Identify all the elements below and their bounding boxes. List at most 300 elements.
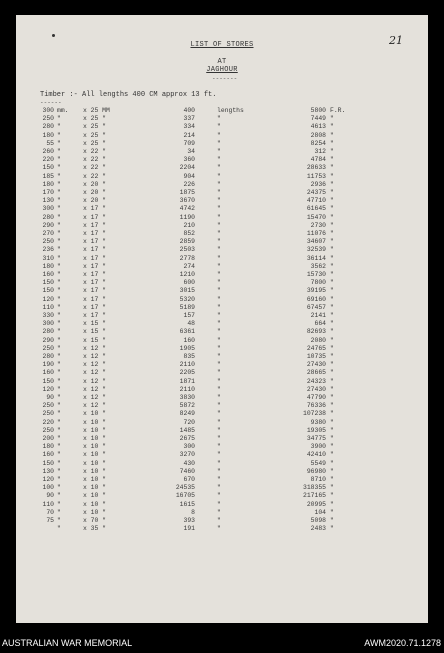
cell-footage: 61645 xyxy=(306,205,326,213)
cell-lengths-count: 3015 xyxy=(179,287,195,295)
cell-thickness: x 10 " xyxy=(83,451,107,459)
cell-lengths-count: 360 xyxy=(183,156,195,164)
cell-width: 290 xyxy=(42,336,54,344)
cell-width: 180 xyxy=(42,131,54,139)
cell-unit: " xyxy=(57,500,61,508)
cell-footage: 11076 xyxy=(306,230,326,237)
cell-lengths-count: 400 xyxy=(183,107,195,114)
cell-footage-unit: " xyxy=(330,353,334,360)
cell-lengths-label: " xyxy=(217,484,221,492)
cell-thickness: x 35 " xyxy=(83,525,107,533)
cell-footage-unit: " xyxy=(330,459,334,467)
table-row xyxy=(0,328,444,336)
cell-footage-unit: " xyxy=(330,123,334,131)
table-row xyxy=(0,255,444,263)
cell-unit: " xyxy=(57,246,61,254)
cell-footage: 96980 xyxy=(306,467,326,475)
table-row xyxy=(0,501,444,509)
cell-width: 280 xyxy=(42,353,54,360)
cell-footage: 24765 xyxy=(306,344,326,352)
cell-footage-unit: " xyxy=(330,492,334,500)
table-row xyxy=(0,304,444,312)
cell-thickness: x 20 " xyxy=(83,197,107,205)
cell-thickness: x 17 " xyxy=(83,287,107,295)
cell-lengths-count: 334 xyxy=(183,123,195,131)
cell-footage-unit: " xyxy=(330,443,334,451)
cell-width: 160 xyxy=(42,451,54,459)
cell-thickness: x 10 " xyxy=(83,459,107,467)
cell-unit: " xyxy=(57,320,61,328)
cell-footage-unit: " xyxy=(330,435,334,442)
table-row xyxy=(0,173,444,181)
cell-width: 330 xyxy=(42,312,54,319)
cell-lengths-count: 1485 xyxy=(179,426,195,434)
cell-unit: " xyxy=(57,377,61,385)
cell-width: 200 xyxy=(42,435,54,442)
cell-thickness: x 12 " xyxy=(83,361,107,369)
cell-unit: " xyxy=(57,328,61,336)
cell-footage-unit: " xyxy=(330,205,334,213)
cell-unit: " xyxy=(57,123,61,131)
cell-unit: " xyxy=(57,303,61,311)
cell-width: 150 xyxy=(42,459,54,467)
cell-unit: " xyxy=(57,279,61,287)
document-title: LIST OF STORES xyxy=(190,41,254,49)
location-underline: ------- xyxy=(212,75,238,82)
cell-footage: 4613 xyxy=(310,123,326,131)
cell-unit: " xyxy=(57,295,61,303)
cell-lengths-count: 7460 xyxy=(179,467,195,475)
table-row xyxy=(0,394,444,402)
cell-footage: 318355 xyxy=(302,484,326,492)
table-row xyxy=(0,451,444,459)
cell-footage-unit: " xyxy=(330,402,334,410)
cell-lengths-label: " xyxy=(217,279,221,287)
cell-lengths-label: " xyxy=(217,221,221,229)
cell-footage: 8254 xyxy=(310,139,326,147)
cell-footage: 34607 xyxy=(306,238,326,246)
cell-lengths-label: " xyxy=(217,180,221,188)
table-row xyxy=(0,115,444,123)
cell-thickness: x 12 " xyxy=(83,377,107,385)
cell-width: 90 xyxy=(46,492,54,500)
cell-footage: 28665 xyxy=(306,369,326,377)
table-row xyxy=(0,427,444,435)
cell-thickness: x 12 " xyxy=(83,394,107,401)
cell-width: 250 xyxy=(42,426,54,434)
cell-footage-unit: " xyxy=(330,369,334,377)
cell-width: 150 xyxy=(42,287,54,295)
cell-thickness: x 22 " xyxy=(83,172,107,180)
cell-footage: 104 xyxy=(314,508,326,516)
cell-unit: " xyxy=(57,180,61,188)
table-row xyxy=(0,164,444,172)
cell-width: 270 xyxy=(42,230,54,237)
cell-footage: 2141 xyxy=(310,312,326,319)
table-row xyxy=(0,443,444,451)
table-row xyxy=(0,509,444,517)
cell-footage: 27430 xyxy=(306,385,326,393)
cell-width: 280 xyxy=(42,123,54,131)
cell-lengths-count: 5872 xyxy=(179,402,195,410)
cell-lengths-label: " xyxy=(217,377,221,385)
cell-width: 290 xyxy=(42,221,54,229)
cell-thickness: x 70 " xyxy=(83,517,107,524)
cell-width: 180 xyxy=(42,180,54,188)
cell-unit: " xyxy=(57,213,61,221)
cell-width: 250 xyxy=(42,238,54,246)
cell-footage-unit: " xyxy=(330,262,334,270)
cell-lengths-label: " xyxy=(217,262,221,270)
cell-lengths-label: " xyxy=(217,271,221,278)
cell-unit: " xyxy=(57,262,61,270)
cell-unit: " xyxy=(57,476,61,483)
cell-footage-unit: " xyxy=(330,287,334,295)
cell-lengths-label: " xyxy=(217,303,221,311)
cell-lengths-count: 5320 xyxy=(179,295,195,303)
table-row xyxy=(0,353,444,361)
table-row xyxy=(0,484,444,492)
table-row xyxy=(0,132,444,140)
cell-footage-unit: " xyxy=(330,271,334,278)
cell-unit: " xyxy=(57,312,61,319)
table-row xyxy=(0,279,444,287)
footer-reference: AWM2020.71.1278 xyxy=(364,638,441,648)
cell-lengths-count: 720 xyxy=(183,418,195,426)
table-row xyxy=(0,320,444,328)
cell-lengths-count: 274 xyxy=(183,262,195,270)
cell-unit: " xyxy=(57,344,61,352)
cell-unit: " xyxy=(57,402,61,410)
cell-footage: 47790 xyxy=(306,394,326,401)
cell-lengths-label: " xyxy=(217,492,221,500)
cell-width: 120 xyxy=(42,295,54,303)
cell-footage-unit: " xyxy=(330,410,334,418)
cell-width: 160 xyxy=(42,271,54,278)
cell-lengths-label: " xyxy=(217,131,221,139)
cell-unit: " xyxy=(57,492,61,500)
cell-width: 110 xyxy=(42,303,54,311)
cell-thickness: x 17 " xyxy=(83,262,107,270)
table-row xyxy=(0,468,444,476)
cell-footage: 42410 xyxy=(306,451,326,459)
cell-lengths-label: " xyxy=(217,238,221,246)
cell-unit: " xyxy=(57,369,61,377)
table-row xyxy=(0,296,444,304)
cell-footage-unit: " xyxy=(330,156,334,164)
cell-footage: 4784 xyxy=(310,156,326,164)
cell-unit: " xyxy=(57,238,61,246)
cell-lengths-count: 8249 xyxy=(179,410,195,418)
cell-lengths-label: " xyxy=(217,344,221,352)
cell-lengths-count: 337 xyxy=(183,115,195,123)
cell-lengths-count: 24535 xyxy=(175,484,195,492)
cell-footage-unit: " xyxy=(330,115,334,123)
cell-lengths-label: " xyxy=(217,435,221,442)
cell-lengths-label: " xyxy=(217,287,221,295)
cell-thickness: x 12 " xyxy=(83,369,107,377)
cell-thickness: x 10 " xyxy=(83,418,107,426)
cell-lengths-label: " xyxy=(217,139,221,147)
cell-footage-unit: " xyxy=(330,254,334,262)
cell-width: 120 xyxy=(42,385,54,393)
cell-thickness: x 17 " xyxy=(83,246,107,254)
cell-thickness: x 20 " xyxy=(83,189,107,196)
cell-thickness: x 15 " xyxy=(83,336,107,344)
cell-lengths-label: " xyxy=(217,148,221,155)
cell-unit: " xyxy=(57,508,61,516)
cell-lengths-count: 2205 xyxy=(179,369,195,377)
cell-footage: 5800 xyxy=(310,107,326,114)
punch-mark xyxy=(52,34,55,37)
cell-thickness: x 17 " xyxy=(83,303,107,311)
cell-lengths-count: 4742 xyxy=(179,205,195,213)
table-row xyxy=(0,492,444,500)
cell-footage-unit: " xyxy=(330,344,334,352)
cell-thickness: x 10 " xyxy=(83,467,107,475)
cell-lengths-count: 2110 xyxy=(179,361,195,369)
cell-lengths-count: 3830 xyxy=(179,394,195,401)
cell-unit: " xyxy=(57,156,61,164)
cell-footage-unit: " xyxy=(330,361,334,369)
cell-unit: " xyxy=(57,131,61,139)
cell-footage-unit: " xyxy=(330,312,334,319)
cell-footage: 36114 xyxy=(306,254,326,262)
cell-footage: 7449 xyxy=(310,115,326,123)
cell-lengths-count: 2204 xyxy=(179,164,195,172)
timber-heading: Timber :- All lengths 400 CM approx 13 ft. xyxy=(40,91,217,99)
table-row xyxy=(0,435,444,443)
cell-lengths-label: " xyxy=(217,230,221,237)
cell-lengths-count: 1210 xyxy=(179,271,195,278)
cell-lengths-count: 393 xyxy=(183,517,195,524)
cell-footage-unit: " xyxy=(330,303,334,311)
cell-width: 130 xyxy=(42,467,54,475)
cell-lengths-label: " xyxy=(217,467,221,475)
cell-unit: " xyxy=(57,426,61,434)
cell-footage-unit: " xyxy=(330,148,334,155)
table-row xyxy=(0,263,444,271)
cell-thickness: x 25 " xyxy=(83,123,107,131)
table-row xyxy=(0,238,444,246)
cell-thickness: x 25 MM xyxy=(83,107,110,114)
cell-width: 190 xyxy=(42,361,54,369)
cell-lengths-count: 852 xyxy=(183,230,195,237)
cell-footage-unit: " xyxy=(330,320,334,328)
cell-footage: 8710 xyxy=(310,476,326,483)
cell-thickness: x 17 " xyxy=(83,221,107,229)
page-number: 21 xyxy=(389,34,403,47)
cell-footage: 28633 xyxy=(306,164,326,172)
cell-footage: 19305 xyxy=(306,426,326,434)
cell-width: 130 xyxy=(42,197,54,205)
cell-lengths-label: " xyxy=(217,369,221,377)
cell-thickness: x 10 " xyxy=(83,443,107,451)
cell-footage: 2936 xyxy=(310,180,326,188)
cell-lengths-label: " xyxy=(217,164,221,172)
cell-footage-unit: " xyxy=(330,164,334,172)
cell-footage-unit: " xyxy=(330,197,334,205)
cell-footage-unit: " xyxy=(330,451,334,459)
cell-footage-unit: " xyxy=(330,525,334,533)
table-row xyxy=(0,369,444,377)
cell-width: 55 xyxy=(46,139,54,147)
cell-width: 100 xyxy=(42,484,54,492)
cell-footage-unit: " xyxy=(330,377,334,385)
cell-lengths-count: 48 xyxy=(187,320,195,328)
cell-footage-unit: " xyxy=(330,131,334,139)
cell-lengths-label: " xyxy=(217,500,221,508)
cell-thickness: x 25 " xyxy=(83,131,107,139)
cell-lengths-count: 835 xyxy=(183,353,195,360)
cell-lengths-count: 160 xyxy=(183,336,195,344)
cell-lengths-count: 2675 xyxy=(179,435,195,442)
cell-footage: 9380 xyxy=(310,418,326,426)
cell-unit: " xyxy=(57,418,61,426)
cell-footage: 20995 xyxy=(306,500,326,508)
cell-lengths-label: " xyxy=(217,525,221,533)
table-row xyxy=(0,378,444,386)
cell-unit: " xyxy=(57,451,61,459)
cell-thickness: x 25 " xyxy=(83,139,107,147)
cell-lengths-count: 2110 xyxy=(179,385,195,393)
cell-lengths-label: " xyxy=(217,459,221,467)
cell-width: 110 xyxy=(42,500,54,508)
table-row xyxy=(0,337,444,345)
cell-width: 250 xyxy=(42,410,54,418)
cell-footage: 67457 xyxy=(306,303,326,311)
cell-unit: " xyxy=(57,385,61,393)
cell-footage: 15730 xyxy=(306,271,326,278)
cell-unit: " xyxy=(57,525,61,533)
cell-unit: " xyxy=(57,443,61,451)
cell-footage: 2730 xyxy=(310,221,326,229)
cell-unit: " xyxy=(57,115,61,123)
cell-unit: " xyxy=(57,230,61,237)
cell-footage-unit: " xyxy=(330,476,334,483)
table-row xyxy=(0,287,444,295)
cell-unit: " xyxy=(57,361,61,369)
cell-lengths-label: " xyxy=(217,254,221,262)
table-row xyxy=(0,214,444,222)
cell-thickness: x 12 " xyxy=(83,402,107,410)
cell-thickness: x 10 " xyxy=(83,500,107,508)
table-row xyxy=(0,222,444,230)
cell-footage-unit: " xyxy=(330,336,334,344)
cell-thickness: x 17 " xyxy=(83,279,107,287)
table-row xyxy=(0,345,444,353)
cell-unit: " xyxy=(57,148,61,155)
cell-lengths-label: " xyxy=(217,385,221,393)
cell-footage-unit: " xyxy=(330,279,334,287)
cell-footage-unit: " xyxy=(330,189,334,196)
cell-lengths-label: " xyxy=(217,295,221,303)
table-row-first xyxy=(0,107,444,115)
table-row xyxy=(0,312,444,320)
cell-footage-unit: " xyxy=(330,467,334,475)
cell-unit: mm. xyxy=(57,107,69,114)
cell-footage: 82693 xyxy=(306,328,326,336)
title-location: JAGHOUR xyxy=(206,66,238,74)
cell-thickness: x 10 " xyxy=(83,508,107,516)
cell-unit: " xyxy=(57,139,61,147)
cell-footage: 34775 xyxy=(306,435,326,442)
cell-footage: 2808 xyxy=(310,131,326,139)
cell-thickness: x 10 " xyxy=(83,476,107,483)
cell-thickness: x 15 " xyxy=(83,320,107,328)
cell-footage: 39195 xyxy=(306,287,326,295)
cell-lengths-label: " xyxy=(217,213,221,221)
cell-width: 310 xyxy=(42,254,54,262)
cell-thickness: x 17 " xyxy=(83,254,107,262)
cell-lengths-count: 2778 xyxy=(179,254,195,262)
cell-lengths-count: 214 xyxy=(183,131,195,139)
cell-footage-unit: " xyxy=(330,394,334,401)
cell-lengths-count: 904 xyxy=(183,172,195,180)
cell-lengths-count: 1905 xyxy=(179,344,195,352)
cell-width: 260 xyxy=(42,148,54,155)
cell-width: 75 xyxy=(46,517,54,524)
table-row xyxy=(0,402,444,410)
cell-lengths-label: " xyxy=(217,443,221,451)
cell-footage: 312 xyxy=(314,148,326,155)
cell-thickness: x 12 " xyxy=(83,385,107,393)
cell-lengths-label: " xyxy=(217,361,221,369)
cell-width: 280 xyxy=(42,213,54,221)
table-row xyxy=(0,123,444,131)
table-row xyxy=(0,246,444,254)
cell-footage: 5549 xyxy=(310,459,326,467)
cell-unit: " xyxy=(57,336,61,344)
cell-unit: " xyxy=(57,353,61,360)
cell-unit: " xyxy=(57,271,61,278)
cell-footage-unit: " xyxy=(330,484,334,492)
cell-lengths-label: " xyxy=(217,508,221,516)
cell-footage: 24323 xyxy=(306,377,326,385)
cell-lengths-label: " xyxy=(217,156,221,164)
cell-unit: " xyxy=(57,394,61,401)
cell-thickness: x 12 " xyxy=(83,353,107,360)
cell-lengths-label: " xyxy=(217,402,221,410)
table-row xyxy=(0,410,444,418)
cell-lengths-label: " xyxy=(217,320,221,328)
cell-footage: 76336 xyxy=(306,402,326,410)
cell-lengths-label: " xyxy=(217,115,221,123)
cell-footage-unit: " xyxy=(330,139,334,147)
table-row xyxy=(0,476,444,484)
cell-lengths-label: " xyxy=(217,205,221,213)
cell-width: 180 xyxy=(42,262,54,270)
cell-footage: 2483 xyxy=(310,525,326,533)
cell-lengths-label: " xyxy=(217,312,221,319)
cell-footage-unit: " xyxy=(330,213,334,221)
cell-unit: " xyxy=(57,254,61,262)
cell-footage: 3562 xyxy=(310,262,326,270)
cell-lengths-count: 1190 xyxy=(179,213,195,221)
cell-footage-unit: " xyxy=(330,508,334,516)
cell-width: 150 xyxy=(42,279,54,287)
cell-thickness: x 17 " xyxy=(83,230,107,237)
table-row xyxy=(0,361,444,369)
cell-unit: " xyxy=(57,459,61,467)
cell-lengths-label: " xyxy=(217,394,221,401)
cell-lengths-label: " xyxy=(217,418,221,426)
table-row xyxy=(0,189,444,197)
cell-width: 70 xyxy=(46,508,54,516)
cell-thickness: x 17 " xyxy=(83,238,107,246)
cell-lengths-label: " xyxy=(217,410,221,418)
table-row xyxy=(0,271,444,279)
